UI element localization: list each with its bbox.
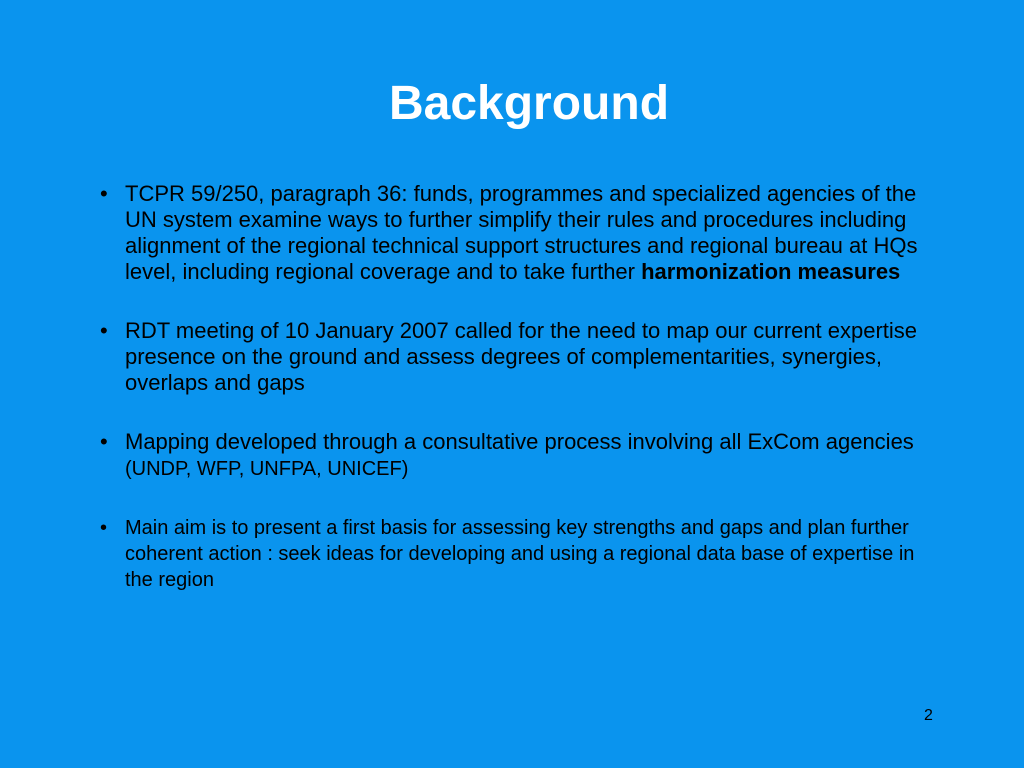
bullet-item-main-aim <box>100 515 920 593</box>
bullet-item-tcpr <box>100 181 920 285</box>
page-number: 2 <box>924 707 933 724</box>
bullet-list <box>100 181 920 593</box>
bullet-aside: (UNDP, WFP, UNFPA, UNICEF) <box>125 458 409 480</box>
bullet-icon: • <box>100 517 108 539</box>
bullet-icon: • <box>100 318 108 343</box>
bullet-text: Mapping developed through a consultative process involving all ExCom agencies <box>125 429 914 454</box>
bullet-icon: • <box>100 429 108 454</box>
bullet-icon: • <box>100 181 108 206</box>
bullet-item-mapping <box>100 429 920 482</box>
bullet-text: Main aim is to present a first basis for assessing key strengths and gaps and plan further coherent action : seek ideas for developing and using a regional data base of expertise in the region <box>125 517 915 591</box>
bullet-emphasis: harmonization measures <box>641 259 901 284</box>
bullet-item-rdt-meeting <box>100 318 920 396</box>
bullet-text: TCPR 59/250, paragraph 36: funds, programmes and specialized agencies of the UN system examine ways to further simplify their rules and procedures including alignment of the regional technical support structures and regional bureau at HQs level, including regional coverage and to take further <box>125 181 918 284</box>
slide-title: Background <box>388 77 670 130</box>
bullet-text: RDT meeting of 10 January 2007 called for the need to map our current expertise presence on the ground and assess degrees of complementarities, synergies, overlaps and gaps <box>125 318 918 395</box>
